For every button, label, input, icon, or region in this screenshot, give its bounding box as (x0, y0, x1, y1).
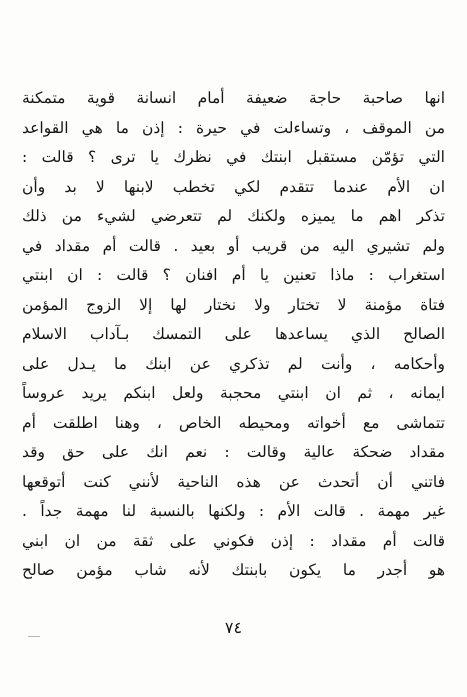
text-line-6: ولم تشيري اليه من قريب أو بعيد . قالت أم مقداد في (22, 236, 445, 255)
text-line-1: انها صاحبة حاجة ضعيفة أمام انسانة قوية متمكنة (22, 89, 445, 107)
text-line-14: فاتني أن أتحدث عن هذه الناحية لأنني كنت أتوقعها (22, 472, 445, 491)
text-line-7: استغراب : ماذا تعنين يا أم افنان ؟ قالت : ان ابنتي (22, 266, 445, 284)
text-line-2: من الموقف ، وتساءلت في حيرة : إذن ما هي القواعد (22, 118, 445, 137)
text-line-10: وأحكامه ، وأنت لم تذكري عن ابنك ما يـدل على (22, 354, 445, 373)
text-line-13: مقداد ضحكة عالية وقالت : نعم انك على حق وقد (22, 443, 445, 461)
text-line-11: ايمانه ، ثم ان ابنتي محجبة ولعل ابنكم يريد عروساً (22, 384, 445, 402)
text-line-4: ان الأم عندما تتقدم لكي تخطب لابنها لا بد وأن (22, 177, 445, 196)
body-text (22, 84, 445, 586)
text-line-16: قالت أم مقداد : إذن فكوني على ثقة من ان ابني (22, 531, 445, 550)
text-line-15: غير مهمة . قالت الأم : ولكنها بالنسبة لنا مهمة جداً . (22, 502, 445, 520)
footer-mark (28, 636, 40, 637)
text-line-3: التي تؤمّن مستقبل ابنتك في نظرك يا ترى ؟ قالت : (22, 148, 445, 166)
text-line-9: الصالح الذي يساعدها على التمسك بـآداب الاسلام (22, 325, 445, 343)
page-number: ٧٤ (224, 618, 243, 637)
text-line-5: تذكر اهم ما يميزه ولكنك لم تتعرضي لشيء من ذلك (22, 207, 445, 225)
text-line-17: هو أجدر ما يكون بابنتك لأنه شاب مؤمن صالح (22, 561, 445, 579)
text-line-8: فتاة مؤمنة لا تختار ولا نختار لها إلا الزوج المؤمن (22, 295, 445, 314)
text-line-12: تتماشى مع أخواته ومحيطه الخاص ، وهنا اطلقت أم (22, 413, 445, 432)
